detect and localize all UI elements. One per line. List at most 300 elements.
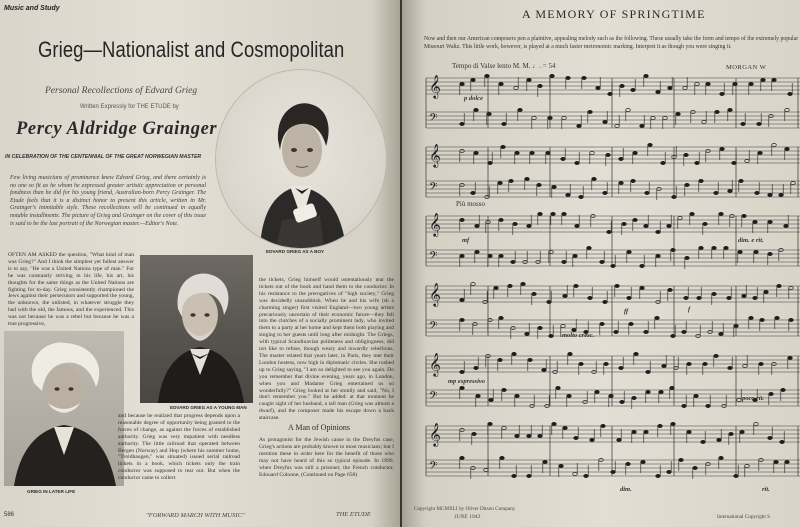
note-head	[678, 216, 683, 219]
note-head	[460, 218, 465, 221]
note-head	[703, 362, 708, 365]
note-head	[596, 86, 601, 89]
note-head	[502, 426, 507, 429]
note-head	[626, 462, 631, 465]
note-head	[701, 440, 706, 443]
note-head	[733, 82, 738, 85]
note-head	[646, 370, 651, 373]
note-head	[685, 183, 690, 186]
note-head	[471, 282, 476, 285]
celebration-line: IN CELEBRATION OF THE CENTENNIAL OF THE GREAT NORWEGIAN MASTER	[5, 154, 202, 160]
note-head	[527, 434, 532, 437]
note-head	[604, 362, 609, 365]
note-head	[550, 74, 555, 77]
treble-clef-icon: 𝄞	[429, 143, 441, 167]
note-head	[743, 364, 748, 367]
note-head	[511, 260, 516, 263]
note-head	[706, 404, 711, 407]
note-head	[552, 422, 557, 425]
note-head	[719, 212, 724, 215]
note-head	[719, 332, 724, 335]
treble-clef-icon: 𝄞	[429, 352, 441, 376]
written-for-line: Written Expressly for THE ETUDE by	[80, 104, 179, 110]
footer-slogan: "FORWARD MARCH WITH MUSIC"	[146, 512, 245, 519]
note-head	[567, 394, 572, 397]
note-head	[745, 159, 750, 162]
note-head	[574, 284, 579, 287]
note-head	[460, 456, 465, 459]
note-head	[488, 422, 493, 425]
note-head	[582, 76, 587, 79]
note-head	[484, 468, 489, 471]
note-head	[667, 470, 672, 473]
note-head	[601, 424, 606, 427]
bass-clef-icon: 𝄢	[429, 390, 438, 405]
bass-clef-icon: 𝄢	[429, 112, 438, 127]
note-head	[728, 189, 733, 192]
note-head	[644, 330, 649, 333]
note-head	[768, 193, 773, 196]
bass-clef-icon: 𝄢	[429, 181, 438, 196]
note-head	[671, 334, 676, 337]
note-head	[561, 157, 566, 160]
note-head	[575, 161, 580, 164]
note-head	[741, 122, 746, 125]
page-number: 586	[4, 512, 15, 518]
note-head	[515, 434, 520, 437]
note-head	[620, 84, 625, 87]
note-head	[532, 292, 537, 295]
dynamic-dim: dim.	[620, 486, 632, 493]
note-head	[609, 394, 614, 397]
note-head	[499, 254, 504, 257]
note-head	[538, 212, 543, 215]
note-head	[538, 326, 543, 329]
note-head	[627, 296, 632, 299]
note-head	[528, 358, 533, 361]
photo-young-man	[140, 255, 253, 403]
dynamic-mp-espressivo: mp espressivo	[448, 378, 486, 385]
note-head	[749, 316, 754, 319]
note-head	[667, 224, 672, 227]
international-copyright: International Copyright S	[717, 514, 771, 520]
note-head	[549, 334, 554, 337]
note-head	[494, 286, 499, 289]
note-head	[588, 110, 593, 113]
note-head	[745, 464, 750, 467]
note-head	[552, 185, 557, 188]
note-head	[538, 434, 543, 437]
note-head	[641, 460, 646, 463]
note-head	[720, 92, 725, 95]
note-head	[513, 222, 518, 225]
bass-clef-icon: 𝄢	[429, 320, 438, 335]
treble-clef-icon: 𝄞	[429, 282, 441, 306]
note-head	[615, 284, 620, 287]
article-title: Grieg—Nationalist and Cosmopolitan	[38, 37, 345, 62]
note-head	[568, 352, 573, 355]
tempo-marking: Tempo di Valse lento M. M. ♩. = 54	[452, 62, 556, 70]
note-head	[600, 322, 605, 325]
note-head	[460, 370, 465, 373]
photo-later-life	[4, 331, 124, 486]
score-staves	[426, 74, 800, 479]
note-head	[651, 116, 656, 119]
note-head	[563, 294, 568, 297]
note-head	[561, 324, 566, 327]
later-life-illustration	[4, 331, 124, 486]
note-head	[699, 246, 704, 249]
note-head	[760, 318, 765, 321]
note-head	[617, 438, 622, 441]
note-head	[759, 362, 764, 365]
note-head	[754, 422, 759, 425]
note-head	[584, 474, 589, 477]
note-head	[525, 177, 530, 180]
note-head	[590, 151, 595, 154]
note-head	[682, 330, 687, 333]
note-head	[475, 224, 480, 227]
note-head	[682, 404, 687, 407]
note-head	[684, 153, 689, 156]
note-head	[714, 191, 719, 194]
note-head	[753, 296, 758, 299]
note-head	[754, 250, 759, 253]
note-head	[632, 430, 637, 433]
note-head	[525, 332, 530, 335]
note-head	[683, 86, 688, 89]
note-head	[719, 456, 724, 459]
treble-clef-icon: 𝄞	[429, 422, 441, 446]
note-head	[775, 316, 780, 319]
note-head	[498, 358, 503, 361]
note-head	[619, 181, 624, 184]
note-head	[781, 388, 786, 391]
note-head	[592, 177, 597, 180]
note-head	[527, 224, 532, 227]
author-name: Percy Aldridge Grainger	[16, 119, 218, 139]
note-head	[785, 460, 790, 463]
note-head	[549, 250, 554, 253]
note-head	[742, 214, 747, 217]
note-head	[739, 179, 744, 182]
note-head	[640, 124, 645, 127]
note-head	[543, 460, 548, 463]
note-head	[508, 284, 513, 287]
note-head	[600, 260, 605, 263]
note-head	[485, 74, 490, 77]
note-head	[521, 282, 526, 285]
note-head	[693, 466, 698, 469]
note-head	[472, 432, 477, 435]
note-head	[694, 394, 699, 397]
note-head	[608, 92, 613, 95]
note-head	[758, 151, 763, 154]
note-head	[460, 122, 465, 125]
note-head	[512, 352, 517, 355]
dynamic-rit: rit.	[762, 486, 770, 493]
note-head	[537, 183, 542, 186]
note-head	[632, 396, 637, 399]
note-head	[634, 352, 639, 355]
note-head	[474, 151, 479, 154]
note-head	[784, 224, 789, 227]
note-head	[619, 366, 624, 369]
note-head	[671, 248, 676, 251]
note-head	[622, 222, 627, 225]
note-head	[471, 191, 476, 194]
note-head	[738, 250, 743, 253]
music-intro: Now and then our American composers pen a plaintive, appealing melody such as the following. These usually take the form and tempo of the extremely popular Missouri Waltz. This little work, however, is played at a much faster metronomic marking. Interpret it as though you were singing it.	[424, 36, 799, 50]
note-head	[603, 191, 608, 194]
note-head	[476, 394, 481, 397]
caption-boy: EDVARD GRIEG AS A BOY	[266, 249, 325, 254]
note-head	[717, 438, 722, 441]
note-head	[530, 151, 535, 154]
composer-name: MORGAN W	[726, 64, 767, 71]
note-head	[547, 300, 552, 303]
note-head	[663, 116, 668, 119]
dynamic-f: f	[688, 306, 691, 313]
note-head	[703, 222, 708, 225]
note-head	[501, 145, 506, 148]
note-head	[729, 432, 734, 435]
note-head	[785, 147, 790, 150]
note-head	[684, 296, 689, 299]
note-head	[566, 193, 571, 196]
note-head	[489, 398, 494, 401]
note-head	[474, 366, 479, 369]
note-head	[720, 147, 725, 150]
note-head	[514, 86, 519, 89]
note-head	[699, 179, 704, 182]
note-head	[460, 82, 465, 85]
note-head	[611, 470, 616, 473]
note-head	[502, 122, 507, 125]
footer-magazine: THE ETUDE	[336, 511, 371, 518]
note-head	[611, 264, 616, 267]
note-head	[606, 153, 611, 156]
note-head	[757, 122, 762, 125]
issue-date: JUNE 1943	[454, 514, 481, 520]
portrait-boy-illustration	[216, 70, 386, 248]
note-head	[777, 284, 782, 287]
note-head	[656, 230, 661, 233]
note-head	[460, 298, 465, 301]
dynamic-p-dolce: p dolce	[464, 95, 483, 102]
note-head	[668, 86, 673, 89]
note-head	[633, 151, 638, 154]
note-head	[633, 218, 638, 221]
article-subtitle: Personal Recollections of Edvard Grieg	[45, 86, 198, 96]
note-head	[690, 212, 695, 215]
piu-mosso-marking: Più mosso	[456, 200, 485, 208]
note-head	[740, 430, 745, 433]
note-head	[697, 296, 702, 299]
note-head	[779, 193, 784, 196]
note-head	[607, 230, 612, 233]
note-head	[631, 179, 636, 182]
note-head	[737, 398, 742, 401]
note-head	[502, 388, 507, 391]
note-head	[546, 151, 551, 154]
caption-later-life: GRIEG IN LATER LIFE	[27, 489, 76, 494]
note-head	[499, 316, 504, 319]
note-head	[460, 318, 465, 321]
note-head	[728, 366, 733, 369]
note-head	[644, 74, 649, 77]
note-head	[590, 438, 595, 441]
note-head	[695, 82, 700, 85]
music-title: A MEMORY OF SPRINGTIME	[522, 7, 706, 21]
note-head	[471, 78, 476, 81]
dynamic-dim-rit: dim. e rit.	[738, 237, 764, 244]
note-head	[629, 322, 634, 325]
portrait-boy	[216, 70, 386, 248]
note-head	[768, 252, 773, 255]
young-man-illustration	[140, 255, 253, 403]
note-head	[575, 224, 580, 227]
note-head	[789, 318, 794, 321]
note-head	[626, 108, 631, 111]
caption-young-man: EDVARD GRIEG AS A YOUNG MAN	[170, 405, 247, 410]
note-head	[670, 386, 675, 389]
note-head	[562, 212, 567, 215]
note-head	[712, 292, 717, 295]
note-head	[676, 112, 681, 115]
note-head	[563, 426, 568, 429]
note-head	[695, 161, 700, 164]
editor-note: Few living musicians of prominence knew Edvard Grieg, and there certainly is no one so fit as he whom he expressed greater artistic appreciation or personal fondness than he did for his young friend, Australian-born Percy Grainger. The Etude feels that it is a distinct honor to present this article, written in Mr. Grainger's inimitable style. These recollections will be continued in equally notable installments. The picture of Grieg and Grainger on the cover of this issue is said to be the last portrait of the Norwegian master.—Editor's Note.	[10, 175, 206, 227]
note-head	[615, 124, 620, 127]
note-head	[509, 179, 514, 182]
note-head	[753, 220, 758, 223]
article-column-1: OFTEN AM ASKED the question, "What kind of man was Grieg?" And I think the simplest yet fullest answer is to say, "He was a United Nations type of man." For he was constantly striving in his life, his art, his thoughts for the same things as the United Nations are fighting for to-day. Grieg consistently championed the Jews against their persecutors and supported the young, the unknown, the unlisted, in whatever struggle they had with the old, the famous, and the experienced. This was not because he was a rebel but because he was a true progressive,	[8, 252, 134, 328]
note-head	[785, 108, 790, 111]
note-head	[679, 458, 684, 461]
note-head	[460, 254, 465, 257]
section-label: Music and Study	[4, 5, 60, 12]
note-head	[749, 82, 754, 85]
dynamic-ff: ff	[624, 308, 629, 315]
note-head	[640, 264, 645, 267]
note-head	[532, 116, 537, 119]
note-head	[656, 474, 661, 477]
right-page	[402, 0, 800, 527]
note-head	[761, 78, 766, 81]
note-head	[542, 368, 547, 371]
note-head	[487, 112, 492, 115]
note-head	[498, 181, 503, 184]
note-head	[588, 296, 593, 299]
note-head	[527, 78, 532, 81]
note-head	[488, 161, 493, 164]
note-head	[527, 474, 532, 477]
note-head	[764, 290, 769, 293]
bass-clef-icon: 𝄢	[429, 460, 438, 475]
note-head	[662, 364, 667, 367]
note-head	[791, 181, 796, 184]
note-head	[702, 120, 707, 123]
note-head	[566, 76, 571, 79]
note-head	[559, 464, 564, 467]
note-head	[499, 82, 504, 85]
note-head	[769, 392, 774, 395]
note-head	[631, 88, 636, 91]
note-head	[789, 286, 794, 289]
note-head	[768, 436, 773, 439]
note-head	[619, 157, 624, 160]
note-head	[512, 474, 517, 477]
note-head	[538, 84, 543, 87]
dynamic-molto-cresc: molto cresc.	[562, 332, 595, 339]
note-head	[515, 394, 520, 397]
note-head	[579, 195, 584, 198]
note-head	[518, 108, 523, 111]
note-head	[500, 456, 505, 459]
note-head	[714, 354, 719, 357]
bass-clef-icon: 𝄢	[429, 250, 438, 265]
note-head	[687, 430, 692, 433]
note-head	[732, 161, 737, 164]
treble-clef-icon: 𝄞	[429, 74, 441, 98]
note-head	[755, 191, 760, 194]
note-head	[644, 224, 649, 227]
note-head	[627, 250, 632, 253]
note-head	[579, 362, 584, 365]
note-head	[715, 110, 720, 113]
note-head	[742, 294, 747, 297]
note-head	[780, 440, 785, 443]
note-head	[644, 430, 649, 433]
music-copyright: Copyright MCMXLI by Oliver Ditson Company	[414, 506, 516, 512]
note-head	[655, 316, 660, 319]
note-head	[562, 260, 567, 263]
note-head	[573, 254, 578, 257]
note-head	[656, 90, 661, 93]
dynamic-poco-rit: poco rit.	[742, 395, 765, 402]
note-head	[656, 254, 661, 257]
note-head	[788, 356, 793, 359]
note-head	[727, 296, 732, 299]
note-head	[574, 436, 579, 439]
note-head	[556, 386, 561, 389]
treble-clef-icon: 𝄞	[429, 212, 441, 236]
note-head	[772, 143, 777, 146]
note-head	[587, 246, 592, 249]
note-head	[595, 390, 600, 393]
article-column-3b: As protagonist for the Jewish cause in the Dreyfus case, Grieg's actions are probably known to most musicians; but I mention these in order here for the benefit of those who may not have heard of this so typical episode. In 1899, when Dreyfus was still a prisoner, the French conductor, Edouard Colonne, (Continued on Page 658)	[259, 437, 394, 478]
note-head	[659, 390, 664, 393]
note-head	[685, 256, 690, 259]
note-head	[474, 108, 479, 111]
note-head	[772, 78, 777, 81]
note-head	[706, 82, 711, 85]
note-head	[573, 472, 578, 475]
note-head	[768, 220, 773, 223]
article-column-2: and because he realized that progress depends upon a reasonable degree of opportunity being granted to the forces of change, as against the forces of established authority. Grieg was very impatient with needless authority. The little railroad that operated between Bergen (Norway) and Hop (where his summer home, "Troldhaugen," was situated) issued serial railroad tickets in a book, which tickets only the train conductor was supposed to tear out. But when the conductor came to collect	[118, 413, 240, 482]
note-head	[620, 400, 625, 403]
note-head	[577, 124, 582, 127]
note-head	[658, 424, 663, 427]
subheading-opinions: A Man of Opinions	[288, 423, 350, 432]
note-head	[603, 120, 608, 123]
note-head	[671, 422, 676, 425]
note-head	[728, 108, 733, 111]
note-head	[515, 151, 520, 154]
note-head	[788, 92, 793, 95]
note-head	[640, 286, 645, 289]
